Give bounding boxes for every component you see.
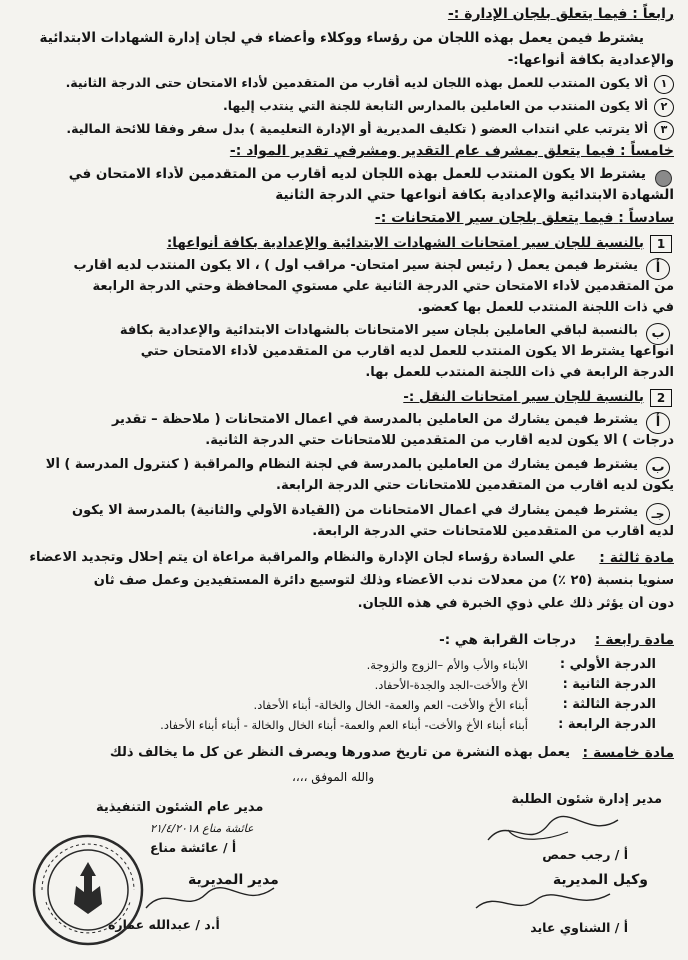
degree-1-value: الأبناء والأب والأم –الزوج والزوجة. — [366, 658, 528, 672]
section-6-label: سادساً : — [618, 210, 674, 226]
article-3-line-3: دون أن يؤثر ذلك علي ذوي الخبرة في هذه اللجان. — [357, 596, 674, 611]
signatory-right-name-2: أ / الشناوي عايد — [530, 920, 628, 935]
signatory-left-name-2: أ.د / عبدالله عمارة — [108, 917, 220, 932]
signatory-left-name: أ / عائشة مناع — [150, 840, 237, 855]
signature-right-2-icon — [468, 888, 618, 918]
exam-certificates-heading: بالنسبة للجان سير امتحانات الشهادات الابتدائية والإعدادية بكافة أنواعها: — [166, 235, 644, 251]
degree-3-value: أبناء الأخ والأخت- العم والعمة- الخال والخالة- أبناء الأحفاد. — [253, 698, 528, 712]
item-letter-c2: جـ — [646, 503, 670, 525]
handwritten-note: عائشة مناع ٢١/٤/٢٠١٨ — [150, 822, 254, 835]
degree-2-value: الأخ والأخت-الجد والجدة-الأحفاد. — [374, 678, 528, 692]
article-4-label: مادة رابعة : — [594, 632, 674, 648]
closing-phrase: والله الموفق ،،،، — [292, 770, 375, 784]
article-3-line-2: سنويا بنسبة (٢٥ ٪) من معدلات ندب الأعضاء وذلك لتوسيع دائرة المستفيدين وعمل صف ثان — [93, 573, 674, 588]
section-4-item-1: ألا يكون المنتدب للعمل بهذه اللجان لديه أقارب من المتقدمين لأداء الامتحان حتى الدرجة الثانية. — [65, 75, 648, 90]
section-5-heading — [230, 143, 674, 159]
item-number-1: ١ — [654, 75, 674, 94]
section-6-title: فيما يتعلق بلجان سير الامتحانات :- — [374, 210, 614, 226]
section-4-item-2: ألا يكون المنتدب من العاملين بالمدارس التابعة للجنة التي ينتدب إليها. — [222, 98, 648, 113]
section-6-heading — [375, 210, 674, 226]
item-b2-line-2: يكون لديه أقارب من المتقدمين للامتحانات حتي الدرجة الرابعة. — [276, 478, 674, 493]
signatory-right-title-2: وكيل المديرية — [552, 872, 648, 888]
item-number-2: ٢ — [654, 98, 674, 117]
item-letter-b1: ب — [646, 323, 670, 345]
section-5-title: فيما يتعلق بمشرف عام التقدير ومشرفي تقدير المواد :- — [229, 143, 616, 159]
section-4-intro-line-2: والإعدادية بكافة أنواعها:- — [507, 52, 674, 68]
item-c2-line-2: لديه أقارب من المتقدمين للامتحانات حتي الدرجة الرابعة. — [312, 524, 674, 539]
signatory-left-title-2: مدير المديرية — [188, 872, 279, 888]
signature-right-icon — [478, 810, 628, 850]
degree-4-value: أبناء أبناء الأخ والأخت- أبناء العم والعمة- أبناء الخال والخالة - أبناء أبناء الأحفاد. — [160, 718, 528, 732]
signatory-left-title: مدير عام الشئون التنفيذية — [96, 800, 264, 815]
item-a2-line-2: درجات ) ألا يكون لديه أقارب من المتقدمين للامتحانات حتي الدرجة الثانية. — [205, 433, 674, 448]
transfer-exams-heading: بالنسبة للجان سير امتحانات النقل :- — [403, 389, 644, 405]
item-letter-b2: ب — [646, 457, 670, 479]
signatory-right-title: مدير إدارة شئون الطلبة — [511, 792, 662, 807]
article-5-label: مادة خامسة : — [582, 745, 674, 761]
item-a1-line-1: يشترط فيمن يعمل ( رئيس لجنة سير امتحان- مراقب أول ) ، ألا يكون المنتدب لديه أقارب — [73, 258, 638, 273]
degree-3-name: الدرجة الثالثة : — [562, 697, 656, 712]
section-4-intro-line-1: يشترط فيمن يعمل بهذه اللجان من رؤساء ووكلاء وأعضاء في لجان إدارة الشهادات الابتدائية — [39, 30, 644, 46]
box-number-1: 1 — [650, 235, 672, 253]
degree-2-name: الدرجة الثانية : — [562, 677, 656, 692]
section-5-text-line-2: الشهادة الابتدائية والإعدادية بكافة أنواعها حتي الدرجة الثانية — [275, 187, 674, 203]
section-4-label: رابعاً : — [632, 6, 674, 22]
article-3-line-1: علي السادة رؤساء لجان الإدارة والنظام والمراقبة مراعاة أن يتم إحلال وتجديد الاعضاء — [29, 550, 576, 565]
section-4-heading — [448, 6, 674, 22]
degree-4-name: الدرجة الرابعة : — [558, 717, 656, 732]
section-4-title: فيما يتعلق بلجان الإدارة :- — [447, 6, 628, 22]
item-a1-line-3: في ذات اللجنة المنتدب للعمل بها كعضو. — [417, 300, 674, 315]
item-number-3: ٣ — [654, 121, 674, 140]
item-letter-a1: أ — [646, 258, 670, 280]
article-5-text: يعمل بهذه النشرة من تاريخ صدورها ويصرف النظر عن كل ما يخالف ذلك — [109, 745, 570, 760]
item-b1-line-2: أنواعها يشترط ألا يكون المنتدب للعمل لديه أقارب من المتقدمين لأداء الامتحان حتي — [140, 344, 674, 359]
signatory-right-name: أ / رجب حمص — [542, 847, 628, 862]
section-4-item-3: ألا يترتب علي انتداب العضو ( تكليف المديرية أو الإدارة التعليمية ) بدل سفر وفقا للائحة المالية. — [66, 121, 648, 136]
degree-1-name: الدرجة الأولي : — [559, 657, 656, 672]
item-b1-line-1: بالنسبة لباقي العاملين بلجان سير الامتحانات بالشهادات الابتدائية والإعدادية بكافة — [119, 323, 638, 338]
item-a1-line-2: من المتقدمين لأداء الامتحان حتي الدرجة الثانية علي مستوي المحافظة وحتي الدرجة الرابعة — [92, 279, 674, 294]
item-letter-a2: أ — [646, 412, 670, 434]
official-stamp-icon — [30, 832, 146, 948]
item-b2-line-1: يشترط فيمن يشارك من العاملين بالمدرسة في لجنة النظام والمراقبة ( كنترول المدرسة ) ألا — [45, 457, 638, 472]
section-5-label: خامساً : — [620, 143, 674, 159]
bullet-icon — [655, 170, 672, 187]
article-4-title: درجات القرابة هي :- — [439, 632, 576, 648]
article-3-label: مادة ثالثة : — [599, 550, 674, 566]
item-c2-line-1: يشترط فيمن يشارك في أعمال الامتحانات من (القيادة الأولي والثانية) بالمدرسة ألا يكون — [71, 503, 638, 518]
item-b1-line-3: الدرجة الرابعة في ذات اللجنة المنتدب للعمل بها. — [365, 365, 674, 380]
signature-left-icon — [140, 880, 280, 920]
box-number-2: 2 — [650, 389, 672, 407]
item-a2-line-1: يشترط فيمن يشارك من العاملين بالمدرسة في أعمال الامتحانات ( ملاحظة – تقدير — [111, 412, 638, 427]
section-5-text-line-1: يشترط الا يكون المنتدب للعمل بهذه اللجان لديه أقارب من المتقدمين لأداء الامتحان في — [68, 166, 646, 182]
